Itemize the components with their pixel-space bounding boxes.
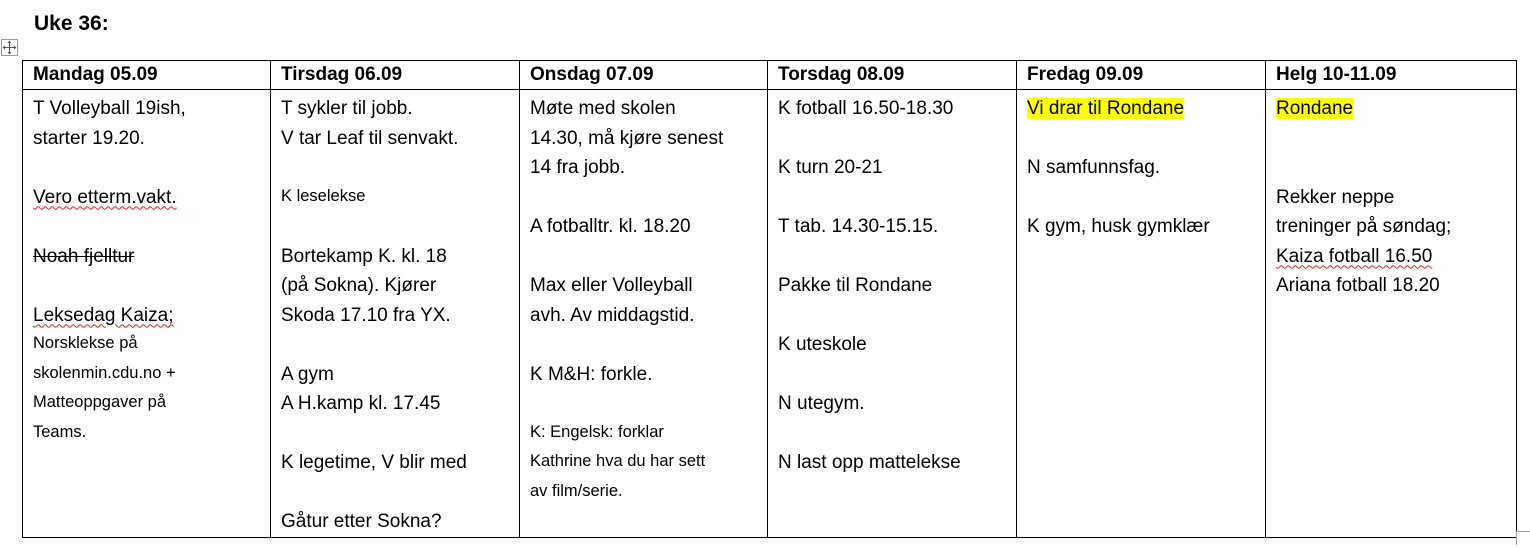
- schedule-line: [33, 330, 260, 360]
- document-title: Uke 36:: [34, 12, 109, 35]
- blank-line: [1276, 124, 1506, 154]
- schedule-line: [778, 389, 1006, 419]
- schedule-line: [281, 242, 509, 272]
- schedule-line: [1027, 212, 1255, 242]
- schedule-line-text: N last opp mattelekse: [778, 452, 961, 473]
- schedule-line: [281, 301, 509, 331]
- day-header[interactable]: Tirsdag 06.09: [271, 61, 520, 90]
- schedule-line: [530, 94, 757, 124]
- table-move-handle-icon[interactable]: [1, 39, 18, 56]
- schedule-line: [778, 212, 1006, 242]
- day-cell-monday[interactable]: [23, 90, 271, 538]
- blank-line: [778, 419, 1006, 449]
- schedule-line-text: Leksedag Kaiza;: [33, 304, 174, 326]
- schedule-line: [530, 301, 757, 331]
- schedule-line: [281, 94, 509, 124]
- schedule-line-text: Pakke til Rondane: [778, 275, 933, 296]
- schedule-line-text: K uteskole: [778, 334, 867, 355]
- schedule-line-text: Rekker neppe: [1276, 186, 1395, 208]
- day-header[interactable]: Onsdag 07.09: [520, 61, 768, 90]
- schedule-line: [1276, 94, 1506, 124]
- table-resize-handle[interactable]: [1516, 531, 1530, 545]
- schedule-line-text: (på Sokna). Kjører: [281, 275, 437, 296]
- blank-line: [1027, 183, 1255, 213]
- blank-line: [33, 212, 260, 242]
- blank-line: [33, 153, 260, 183]
- schedule-line-text: Skoda 17.10 fra YX.: [281, 304, 451, 326]
- blank-line: [778, 242, 1006, 272]
- schedule-line-text: T sykler til jobb.: [281, 98, 413, 119]
- schedule-line-text: Norsklekse på: [33, 334, 138, 352]
- schedule-line: [281, 448, 509, 478]
- schedule-line-text: T Volleyball 19ish,: [33, 98, 186, 119]
- schedule-line-text: skolenmin.cdu.no +: [33, 363, 176, 382]
- schedule-line-text: Gåtur etter Sokna?: [281, 511, 442, 532]
- schedule-line-text: K M&H: forkle.: [530, 363, 653, 385]
- blank-line: [778, 124, 1006, 154]
- week-schedule-table: [22, 60, 1517, 538]
- schedule-line-text: Vero etterm.vakt.: [33, 186, 177, 208]
- schedule-line-text: Kathrine hva du har sett: [530, 452, 706, 470]
- header-row: [23, 61, 1517, 90]
- schedule-line-text: V tar Leaf til senvakt.: [281, 127, 459, 149]
- blank-line: [1276, 153, 1506, 183]
- schedule-line-text: Bortekamp K. kl. 18: [281, 245, 447, 267]
- schedule-line: [778, 271, 1006, 301]
- schedule-line: [33, 124, 260, 154]
- schedule-line: [33, 183, 260, 213]
- schedule-line-text: A gym: [281, 363, 334, 385]
- schedule-line: [33, 301, 260, 331]
- day-cell-tuesday[interactable]: [271, 90, 520, 538]
- schedule-line: [1276, 242, 1506, 272]
- blank-line: [530, 330, 757, 360]
- schedule-line-text: K turn 20-21: [778, 157, 883, 178]
- day-header[interactable]: Helg 10-11.09: [1266, 61, 1517, 90]
- body-row: [23, 90, 1517, 538]
- schedule-line-text: 14 fra jobb.: [530, 157, 626, 178]
- day-cell-friday[interactable]: [1017, 90, 1266, 538]
- schedule-line: [281, 389, 509, 419]
- schedule-line: [530, 153, 757, 183]
- schedule-line-text: N utegym.: [778, 393, 865, 414]
- blank-line: [778, 183, 1006, 213]
- schedule-line: [778, 153, 1006, 183]
- schedule-line-text: Noah fjelltur: [33, 245, 135, 267]
- blank-line: [281, 330, 509, 360]
- schedule-line-text: Rondane: [1276, 98, 1354, 119]
- blank-line: [281, 478, 509, 508]
- schedule-line-text: K leselekse: [281, 186, 366, 205]
- schedule-line-text: 14.30, må kjøre senest: [530, 127, 724, 149]
- schedule-line: [530, 271, 757, 301]
- schedule-line: [281, 360, 509, 390]
- blank-line: [281, 153, 509, 183]
- schedule-line: [281, 124, 509, 154]
- schedule-line: [778, 330, 1006, 360]
- schedule-line-text: Ariana fotball 18.20: [1276, 275, 1440, 296]
- blank-line: [281, 212, 509, 242]
- schedule-line: [530, 360, 757, 390]
- schedule-line-text: avh. Av middagstid.: [530, 304, 695, 326]
- schedule-line: [530, 419, 757, 449]
- schedule-line: [778, 94, 1006, 124]
- schedule-line: [33, 419, 260, 449]
- schedule-line: [33, 94, 260, 124]
- schedule-line: [33, 360, 260, 390]
- schedule-line: [1027, 94, 1255, 124]
- schedule-line-text: Matteoppgaver på: [33, 393, 167, 411]
- schedule-line-text: Møte med skolen: [530, 98, 676, 119]
- schedule-line: [1027, 153, 1255, 183]
- schedule-line-text: A fotballtr. kl. 18.20: [530, 216, 691, 237]
- day-cell-thursday[interactable]: [768, 90, 1017, 538]
- day-header[interactable]: Torsdag 08.09: [768, 61, 1017, 90]
- schedule-line: [778, 448, 1006, 478]
- day-header[interactable]: Mandag 05.09: [23, 61, 271, 90]
- schedule-line-text: A H.kamp kl. 17.45: [281, 393, 441, 414]
- schedule-line-text: N samfunnsfag.: [1027, 157, 1161, 178]
- blank-line: [778, 301, 1006, 331]
- schedule-line: [33, 389, 260, 419]
- schedule-line: [530, 212, 757, 242]
- schedule-line-text: Max eller Volleyball: [530, 275, 693, 296]
- blank-line: [530, 242, 757, 272]
- blank-line: [530, 389, 757, 419]
- schedule-line-text: K: Engelsk: forklar: [530, 422, 664, 441]
- blank-line: [33, 271, 260, 301]
- day-header[interactable]: Fredag 09.09: [1017, 61, 1266, 90]
- schedule-line-text: Teams.: [33, 422, 87, 441]
- schedule-line-text: av film/serie.: [530, 481, 623, 500]
- schedule-line: [530, 478, 757, 508]
- schedule-line: [1276, 183, 1506, 213]
- schedule-line-text: K fotball 16.50-18.30: [778, 98, 954, 119]
- blank-line: [281, 419, 509, 449]
- day-cell-weekend[interactable]: [1266, 90, 1517, 538]
- schedule-line: [281, 271, 509, 301]
- schedule-line: [1276, 212, 1506, 242]
- schedule-line-text: T tab. 14.30-15.15.: [778, 216, 939, 237]
- schedule-line-text: Vi drar til Rondane: [1027, 98, 1185, 119]
- schedule-line-text: K legetime, V blir med: [281, 452, 467, 473]
- schedule-line-text: starter 19.20.: [33, 127, 145, 149]
- schedule-line: [281, 507, 509, 537]
- schedule-line: [530, 124, 757, 154]
- schedule-line-text: K gym, husk gymklær: [1027, 216, 1210, 237]
- schedule-line-text: Kaiza fotball 16.50: [1276, 245, 1433, 267]
- schedule-line: [530, 448, 757, 478]
- day-cell-wednesday[interactable]: [520, 90, 768, 538]
- blank-line: [1027, 124, 1255, 154]
- schedule-line: [33, 242, 260, 272]
- schedule-line: [1276, 271, 1506, 301]
- schedule-line: [281, 183, 509, 213]
- schedule-line-text: treninger på søndag;: [1276, 216, 1452, 237]
- blank-line: [778, 360, 1006, 390]
- blank-line: [530, 183, 757, 213]
